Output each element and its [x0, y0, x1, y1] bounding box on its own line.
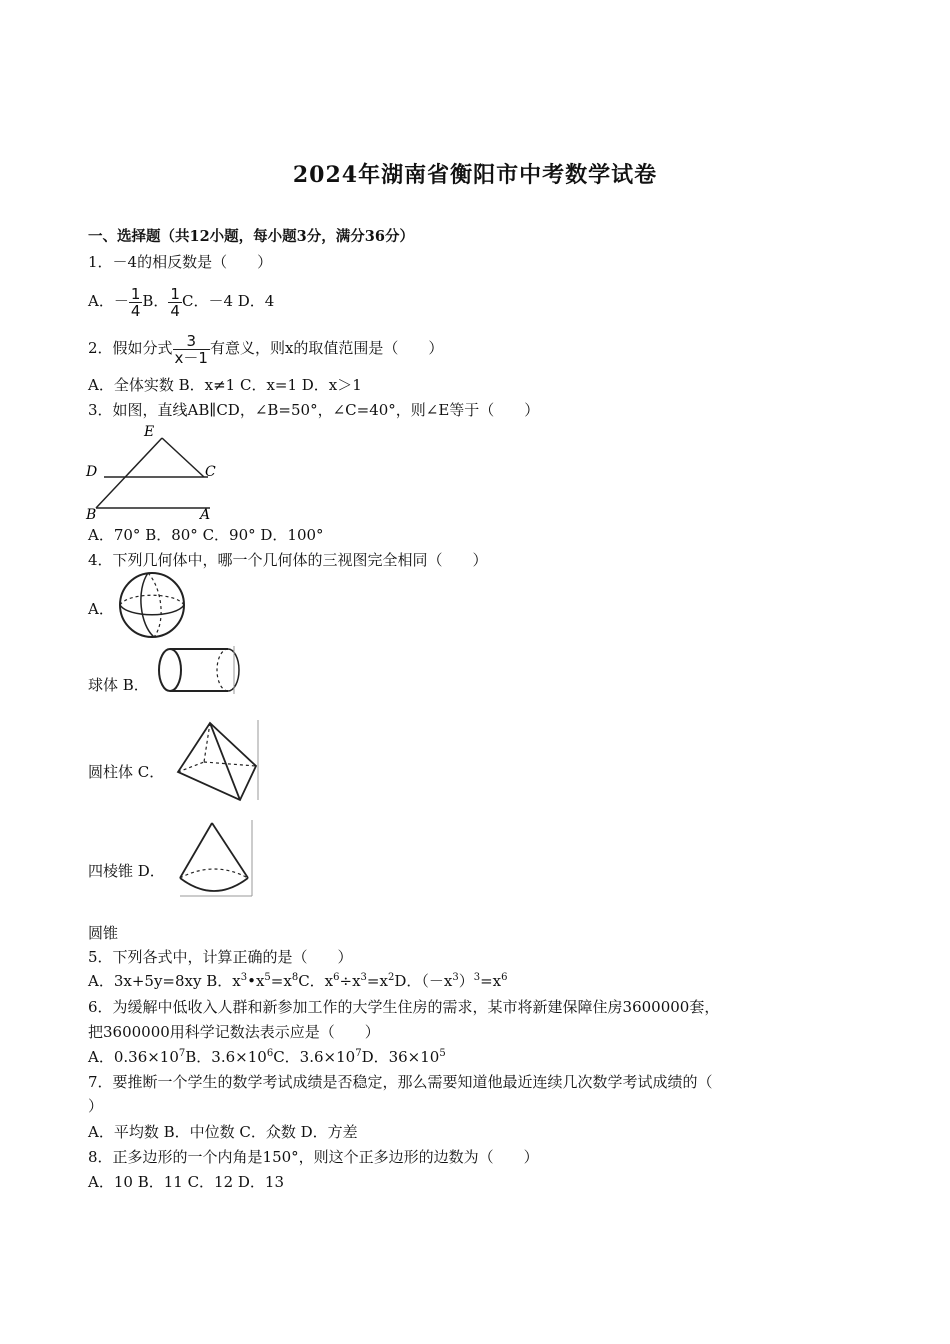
question-1-options [88, 284, 274, 319]
q4-option-b-label: 球体 B． [88, 676, 149, 694]
q1-options-cd: C．－4 D．4 [181, 292, 275, 310]
question-3-options: A．70° B．80° C．90° D．100° [88, 526, 324, 544]
question-8-options: A．10 B．11 C．12 D．13 [88, 1173, 285, 1191]
cone-figure-icon [176, 820, 256, 900]
question-6-line-1: 6．为缓解中低收入人群和新参加工作的大学生住房的需求，某市将新建保障住房3600000套， [88, 998, 720, 1016]
point-label-e: E [144, 424, 155, 440]
q4-option-c-label: 圆柱体 C． [88, 763, 165, 781]
point-label-a: A [200, 507, 211, 523]
section-heading: 一、选择题（共12小题，每小题3分，满分36分） [88, 228, 414, 245]
question-1-stem: 1．－4的相反数是（ ） [88, 253, 273, 271]
question-6-line-2: 把3600000用科学记数法表示应是（ ） [88, 1023, 380, 1041]
point-label-b: B [86, 507, 97, 523]
q1-option-b-prefix: B． [142, 292, 169, 310]
cylinder-figure-icon [156, 646, 238, 696]
question-5-stem: 5．下列各式中，计算正确的是（ ） [88, 948, 353, 966]
question-7-options: A．平均数 B．中位数 C．众数 D．方差 [88, 1123, 358, 1141]
triangle-parallel-lines-figure [86, 424, 226, 522]
q2-suffix: 有意义，则x的取值范围是（ ） [209, 339, 444, 357]
question-7-line-2: ） [88, 1097, 104, 1115]
question-3-stem: 3．如图，直线AB∥CD，∠B=50°，∠C=40°，则∠E等于（ ） [88, 401, 540, 419]
q4-option-a-label: A． [88, 600, 114, 618]
pyramid-figure-icon [174, 720, 262, 802]
question-4-stem: 4．下列几何体中，哪一个几何体的三视图完全相同（ ） [88, 551, 488, 569]
q2-prefix: 2．假如分式 [88, 339, 173, 357]
question-5-options: A．3x+5y=8xy B．$x^3•x^5=x^8C$．$x^6\div x^3=x^2D$．$(-x^3)^3=x^6$ [88, 972, 508, 990]
question-6-options: A．$0.36\times 10^7B$．$3.6\times 10^6C$．$3.6\times 10^7D$．$36\times 10^5$ [88, 1048, 446, 1066]
fraction-one-quarter: $\frac{1}{4}$ [130, 284, 141, 320]
point-label-c: C [205, 464, 216, 480]
fraction-one-quarter: $\frac{1}{4}$ [170, 284, 180, 320]
sphere-figure-icon [118, 570, 188, 640]
question-2-stem [88, 328, 443, 368]
fraction-3-over-x-minus-1: $\frac{3}{x-1}$ [174, 331, 208, 367]
question-8-stem: 8．正多边形的一个内角是150°，则这个正多边形的边数为（ ） [88, 1148, 539, 1166]
page-title: 2024年湖南省衡阳市中考数学试卷 [292, 162, 658, 188]
q4-tail-text: 圆锥 [88, 924, 119, 942]
question-2-options: A．全体实数 B．x≠1 C．x=1 D．x＞1 [88, 376, 362, 394]
point-label-d: D [86, 464, 98, 480]
q1-option-a-prefix: A．－ [88, 292, 129, 310]
question-7-line-1: 7．要推断一个学生的数学考试成绩是否稳定，那么需要知道他最近连续几次数学考试成绩的（ [88, 1073, 713, 1091]
q4-option-d-label: 四棱锥 D． [88, 862, 165, 880]
